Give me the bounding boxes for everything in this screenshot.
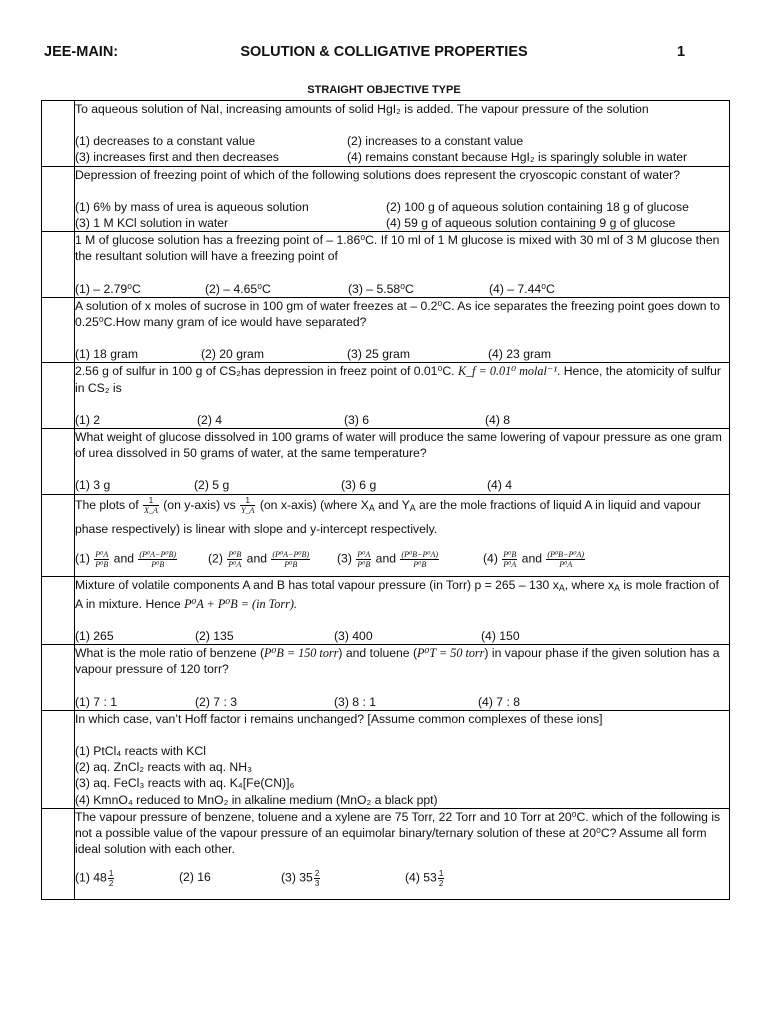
question-body — [75, 710, 730, 808]
question-text: What weight of glucose dissolved in 100 grams of water will produce the same lowering of vapour pressure as one gram of urea dissolved in 50 grams of water, at the same temperature? — [75, 429, 722, 461]
option: (1) $\frac{\text{P⁰A}}{\text{P⁰B}}$ and $\frac{\text{(P⁰A−P⁰B)}}{\text{P⁰B}}$ — [75, 549, 177, 569]
option: (3) $\frac{\text{P⁰A}}{\text{P⁰B}}$ and $\frac{\text{(P⁰B−P⁰A)}}{\text{P⁰B}}$ — [337, 549, 439, 569]
question-text — [75, 363, 729, 395]
subscript: A — [409, 502, 416, 513]
option: (4) $\frac{\text{P⁰B}}{\text{P⁰A}}$ and $\frac{\text{(P⁰B−P⁰A)}}{\text{P⁰A}}$ — [483, 549, 585, 569]
option: (1) 18 gram — [75, 347, 138, 362]
question-text-part: (on x-axis) (where X — [259, 497, 369, 512]
question-number-cell — [42, 166, 75, 232]
option: (1) 7 : 1 — [75, 694, 117, 709]
question-body — [75, 363, 730, 429]
option: (1) 3 g — [75, 478, 111, 493]
option: (3) 25 gram — [347, 347, 410, 362]
question-number-cell — [42, 363, 75, 429]
option: (3) 400 — [334, 628, 373, 643]
header-page-number: 1 — [677, 44, 686, 60]
fraction-denominator: Y_A — [241, 505, 255, 515]
option: (3) – 5.58⁰C — [348, 281, 414, 296]
question-text — [75, 645, 729, 677]
option: (2) 135 — [195, 628, 234, 643]
question-number-cell — [42, 101, 75, 167]
option: (4) 4 — [487, 478, 513, 493]
option: (2) increases to a constant value — [347, 134, 524, 149]
question-number-cell — [42, 645, 75, 711]
question-number-cell — [42, 576, 75, 645]
formula: P⁰B = 150 torr — [264, 646, 339, 661]
question-row — [42, 101, 730, 167]
fraction — [143, 496, 159, 515]
fraction-denominator: X_A — [144, 505, 158, 515]
question-body — [75, 494, 730, 576]
option: (4) 7 : 8 — [478, 694, 520, 709]
question-number-cell — [42, 428, 75, 494]
question-row — [42, 166, 730, 232]
option: (2) – 4.65⁰C — [205, 281, 271, 296]
option: (1) PtCl₄ reacts with KCl — [75, 743, 206, 758]
option: (2) 100 g of aqueous solution containing 18 g of glucose — [386, 199, 689, 214]
subscript: A — [558, 582, 565, 593]
option: (2) aq. ZnCl₂ reacts with aq. NH₃ — [75, 760, 252, 775]
question-text: A solution of x moles of sucrose in 100 gm of water freezes at – 0.2⁰C. As ice separates the freezing point goes down to 0.25⁰C.How many gram of ice would have separated? — [75, 298, 721, 329]
option: (3) aq. FeCl₃ reacts with aq. K₄[Fe(CN)]₆ — [75, 776, 295, 791]
question-row — [42, 808, 730, 899]
option: (3) 6 g — [341, 478, 377, 493]
question-text-part: ) in vapour phase if the given solution has a vapour pressure of 120 torr? — [75, 646, 720, 677]
question-number-cell — [42, 494, 75, 576]
option: (3) 1 M KCl solution in water — [75, 215, 229, 230]
option: (2) $\frac{\text{P⁰B}}{\text{P⁰A}}$ and $\frac{\text{(P⁰A−P⁰B)}}{\text{P⁰B}}$ — [208, 549, 310, 569]
formula: K_f = 0.01⁰ molal⁻¹ — [457, 364, 557, 379]
question-row — [42, 710, 730, 808]
question-body — [75, 166, 730, 232]
questions-table — [41, 100, 730, 900]
question-row — [42, 494, 730, 576]
question-body — [75, 101, 730, 167]
option: (4) 150 — [481, 628, 520, 643]
option: (1) 6% by mass of urea is aqueous solution — [75, 199, 309, 214]
option: (2) 7 : 3 — [195, 694, 237, 709]
section-subtitle: STRAIGHT OBJECTIVE TYPE — [307, 84, 461, 96]
option: (4) remains constant because HgI₂ is sparingly soluble in water — [347, 150, 688, 165]
question-number-cell — [42, 232, 75, 298]
fraction-numerator: 1 — [240, 496, 255, 506]
option: (4) KmnO₄ reduced to MnO₂ in alkaline medium (MnO₂ a black ppt) — [75, 792, 438, 807]
option: (4) 23 gram — [488, 347, 551, 362]
question-text: 1 M of glucose solution has a freezing point of – 1.86⁰C. If 10 ml of 1 M glucose is mixed with 30 ml of 3 M glucose then the resultant solution will have a freezing point of — [75, 233, 720, 264]
option: (2) 5 g — [194, 478, 230, 493]
question-row — [42, 576, 730, 645]
option: (2) 16 — [179, 870, 211, 885]
question-text — [75, 495, 729, 540]
question-text: Depression of freezing point of which of the following solutions does represent the cryoscopic constant of water? — [75, 167, 680, 182]
fraction-numerator: 1 — [143, 496, 159, 506]
question-body — [75, 645, 730, 711]
formula: P⁰A + P⁰B = (in Torr). — [184, 596, 297, 611]
question-text: To aqueous solution of NaI, increasing amounts of solid HgI₂ is added. The vapour pressure of the solution — [75, 102, 649, 116]
option: (2) 4 — [197, 412, 223, 427]
option: (4) 53 $\frac{1}{2}$ — [405, 869, 444, 889]
question-row — [42, 428, 730, 494]
header-exam: JEE-MAIN: — [44, 44, 119, 60]
option: (3) increases first and then decreases — [75, 150, 279, 165]
option: (3) 35 $\frac{2}{3}$ — [281, 869, 320, 889]
question-text-part: The plots of — [75, 497, 139, 512]
option: (1) 2 — [75, 412, 101, 427]
question-text-part: is mole fraction of A in mixture. Hence — [75, 577, 719, 611]
question-number-cell — [42, 808, 75, 899]
question-text-part: , where x — [564, 577, 615, 592]
question-row — [42, 645, 730, 711]
option: (3) 8 : 1 — [334, 694, 376, 709]
option: (2) 20 gram — [201, 347, 264, 362]
header-title: SOLUTION & COLLIGATIVE PROPERTIES — [240, 44, 528, 60]
question-body — [75, 297, 730, 363]
option: (1) decreases to a constant value — [75, 134, 256, 149]
question-text-part: ) and toluene ( — [338, 646, 418, 661]
question-body — [75, 808, 730, 899]
question-body — [75, 428, 730, 494]
fraction — [240, 496, 255, 515]
question-text-part: Mixture of volatile components A and B has total vapour pressure (in Torr) p = 265 – 130 x — [75, 577, 559, 592]
question-body — [75, 576, 730, 645]
formula: P⁰T = 50 torr — [417, 646, 485, 661]
question-text-part: are the mole fractions of liquid A in liquid and vapour phase respectively) is linear with slope and y-intercept respectively. — [75, 497, 701, 536]
question-text-part: . Hence, the atomicity of sulfur in CS₂ is — [75, 364, 721, 395]
option: (3) 6 — [344, 412, 370, 427]
option: (4) – 7.44⁰C — [489, 281, 555, 296]
question-body — [75, 232, 730, 298]
question-text-part: 2.56 g of sulfur in 100 g of CS₂has depression in freez point of 0.01⁰C. — [75, 364, 455, 379]
question-text: In which case, van’t Hoff factor i remains unchanged? [Assume common complexes of these ions] — [75, 711, 603, 726]
question-text: The vapour pressure of benzene, toluene and a xylene are 75 Torr, 22 Torr and 10 Torr at 20⁰C. which of the following is not a possible value of the vapour pressure of an equimolar binary/ternary solution of these at 20⁰C? Assume all form ideal solution with each other. — [75, 809, 721, 857]
question-row — [42, 363, 730, 429]
subscript: A — [368, 502, 375, 513]
question-text-part: (on y-axis) vs — [163, 497, 236, 512]
question-text — [75, 577, 729, 612]
question-row — [42, 297, 730, 363]
question-number-cell — [42, 297, 75, 363]
question-number-cell — [42, 710, 75, 808]
option: (4) 8 — [485, 412, 511, 427]
question-text-part: and Y — [378, 497, 410, 512]
option: (1) 265 — [75, 628, 114, 643]
subscript: A — [614, 582, 620, 593]
option: (4) 59 g of aqueous solution containing 9 g of glucose — [386, 215, 676, 230]
option: (1) – 2.79⁰C — [75, 281, 141, 296]
question-row — [42, 232, 730, 298]
option: (1) 48 $\frac{1}{2}$ — [75, 869, 114, 889]
question-text-part: What is the mole ratio of benzene ( — [75, 646, 265, 661]
